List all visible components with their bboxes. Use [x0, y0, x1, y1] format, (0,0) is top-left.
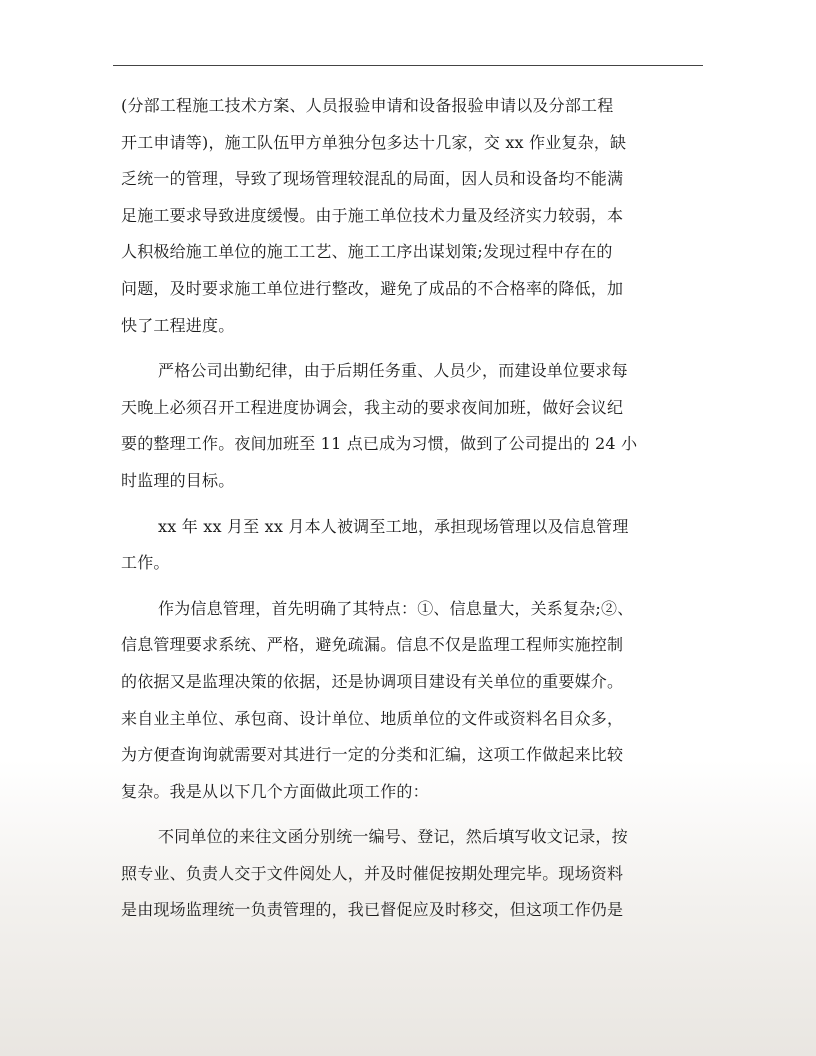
- paragraph-line: 照专业、负责人交于文件阅处人，并及时催促按期处理完毕。现场资料: [121, 863, 624, 883]
- paragraph-2: [121, 353, 709, 499]
- paragraph-line: 信息管理要求系统、严格，避免疏漏。信息不仅是监理工程师实施控制: [121, 635, 624, 655]
- paragraph-line: 天晚上必须召开工程进度协调会，我主动的要求夜间加班，做好会议纪: [121, 397, 624, 417]
- paragraph-line: 作为信息管理，首先明确了其特点：①、信息量大，关系复杂;②、: [158, 598, 634, 618]
- paragraph-4: [121, 591, 709, 811]
- header-rule: [113, 65, 703, 66]
- paragraph-line: 问题，及时要求施工单位进行整改，避免了成品的不合格率的降低，加: [121, 278, 624, 298]
- paragraph-1: [121, 88, 709, 344]
- document-body: [121, 88, 709, 938]
- paragraph-line: 快了工程进度。: [121, 315, 235, 335]
- paragraph-3: [121, 509, 709, 582]
- paragraph-line: 工作。: [121, 553, 170, 573]
- paragraph-5: [121, 819, 709, 929]
- paragraph-line: 来自业主单位、承包商、设计单位、地质单位的文件或资料名目众多，: [121, 708, 624, 728]
- paragraph-line: 人积极给施工单位的施工工艺、施工工序出谋划策;发现过程中存在的: [121, 242, 613, 262]
- paragraph-line: 开工申请等)，施工队伍甲方单独分包多达十几家，交 xx 作业复杂，缺: [121, 132, 627, 152]
- paragraph-line: 的依据又是监理决策的依据，还是协调项目建设有关单位的重要媒介。: [121, 671, 624, 691]
- paragraph-line: xx 年 xx 月至 xx 月本人被调至工地，承担现场管理以及信息管理: [158, 516, 629, 536]
- paragraph-line: 乏统一的管理，导致了现场管理较混乱的局面，因人员和设备均不能满: [121, 169, 624, 189]
- paragraph-line: 要的整理工作。夜间加班至 11 点已成为习惯，做到了公司提出的 24 小: [121, 434, 638, 454]
- paragraph-line: 是由现场监理统一负责管理的，我已督促应及时移交，但这项工作仍是: [121, 900, 624, 920]
- paragraph-line: 时监理的目标。: [121, 470, 235, 490]
- paragraph-line: (分部工程施工技术方案、人员报验申请和设备报验申请以及分部工程: [121, 96, 614, 115]
- paragraph-line: 复杂。我是从以下几个方面做此项工作的：: [121, 781, 429, 801]
- paragraph-line: 严格公司出勤纪律，由于后期任务重、人员少，而建设单位要求每: [158, 361, 628, 381]
- paragraph-line: 足施工要求导致进度缓慢。由于施工单位技术力量及经济实力较弱，本: [121, 205, 624, 225]
- paragraph-line: 不同单位的来往文函分别统一编号、登记，然后填写收文记录，按: [158, 827, 628, 847]
- paragraph-line: 为方便查询询就需要对其进行一定的分类和汇编，这项工作做起来比较: [121, 745, 624, 765]
